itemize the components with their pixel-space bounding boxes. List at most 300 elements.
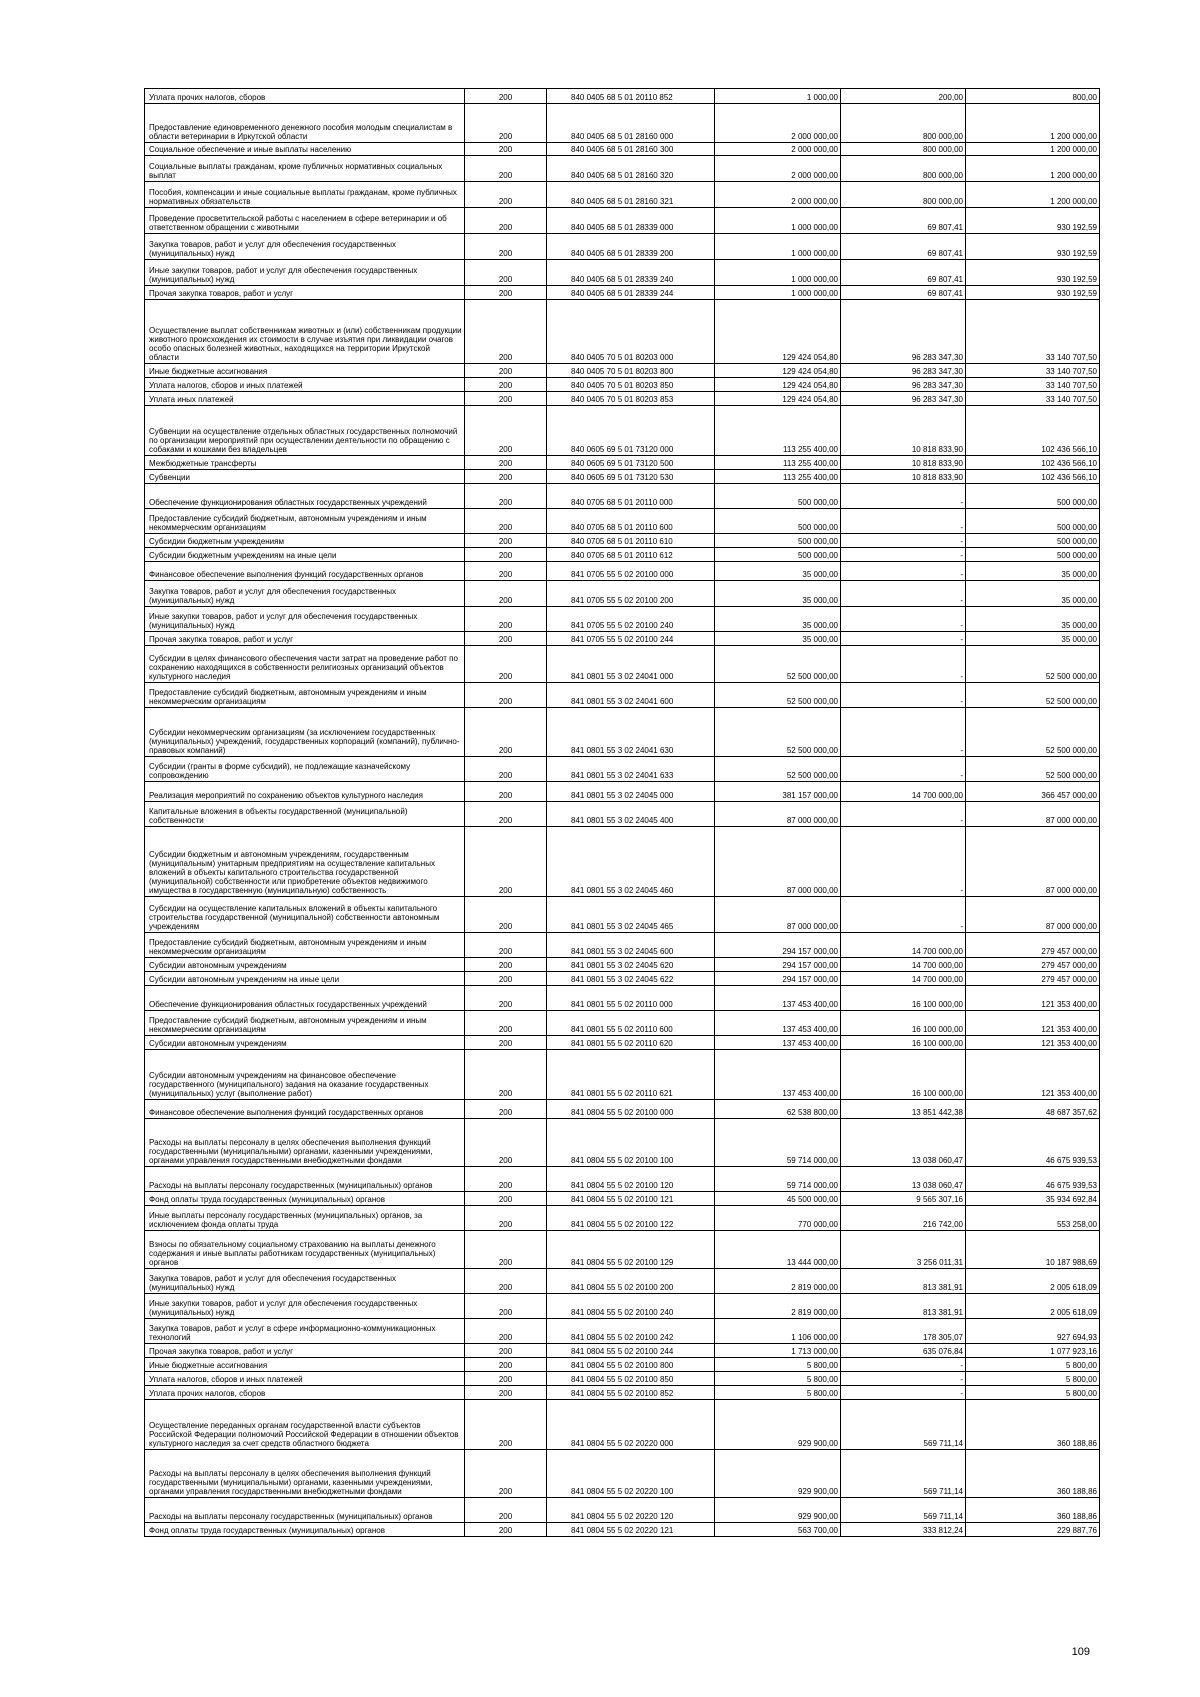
row-budget-classification-code: 841 0801 55 3 02 24045 460 <box>547 827 715 897</box>
row-budget-classification-code: 841 0705 55 5 02 20100 000 <box>547 562 715 581</box>
row-budget-classification-code: 841 0804 55 5 02 20100 800 <box>547 1358 715 1372</box>
table-row <box>145 1319 1100 1344</box>
row-line-code: 200 <box>465 1119 547 1167</box>
row-executed-amount: 333 812,24 <box>841 1523 966 1537</box>
row-budget-classification-code: 841 0801 55 5 02 20110 000 <box>547 986 715 1011</box>
row-line-code: 200 <box>465 1036 547 1050</box>
row-budget-classification-code: 841 0804 55 5 02 20100 000 <box>547 1100 715 1119</box>
row-approved-amount: 59 714 000,00 <box>715 1119 841 1167</box>
row-executed-amount: 800 000,00 <box>841 156 966 182</box>
row-approved-amount: 500 000,00 <box>715 484 841 509</box>
row-executed-amount: 14 700 000,00 <box>841 933 966 958</box>
row-approved-amount: 35 000,00 <box>715 607 841 632</box>
row-line-code: 200 <box>465 1269 547 1294</box>
row-unexecuted-amount: 35 000,00 <box>966 607 1100 632</box>
row-unexecuted-amount: 35 000,00 <box>966 562 1100 581</box>
row-unexecuted-amount: 52 500 000,00 <box>966 646 1100 683</box>
row-executed-amount: 569 711,14 <box>841 1400 966 1450</box>
table-row <box>145 933 1100 958</box>
table-row <box>145 234 1100 260</box>
row-executed-amount: - <box>841 607 966 632</box>
row-unexecuted-amount: 121 353 400,00 <box>966 1050 1100 1100</box>
row-budget-classification-code: 840 0405 68 5 01 20110 852 <box>547 89 715 104</box>
row-approved-amount: 137 453 400,00 <box>715 1050 841 1100</box>
table-row <box>145 534 1100 548</box>
row-executed-amount: 69 807,41 <box>841 234 966 260</box>
row-budget-classification-code: 841 0801 55 3 02 24045 000 <box>547 782 715 802</box>
row-unexecuted-amount: 121 353 400,00 <box>966 1011 1100 1036</box>
row-unexecuted-amount: 1 077 923,16 <box>966 1344 1100 1358</box>
row-approved-amount: 129 424 054,80 <box>715 392 841 406</box>
row-line-code: 200 <box>465 182 547 208</box>
table-row <box>145 562 1100 581</box>
row-executed-amount: 569 711,14 <box>841 1498 966 1523</box>
row-unexecuted-amount: 33 140 707,50 <box>966 300 1100 364</box>
row-line-code: 200 <box>465 143 547 156</box>
row-approved-amount: 2 000 000,00 <box>715 182 841 208</box>
row-approved-amount: 770 000,00 <box>715 1206 841 1231</box>
row-name: Обеспечение функционирования областных государственных учреждений <box>145 484 465 509</box>
row-approved-amount: 500 000,00 <box>715 534 841 548</box>
row-line-code: 200 <box>465 156 547 182</box>
row-name: Субсидии некоммерческим организациям (за исключением государственных (муниципальных) учреждений, государственных корпораций (компаний), публично-правовых компаний) <box>145 708 465 757</box>
row-line-code: 200 <box>465 1319 547 1344</box>
row-line-code: 200 <box>465 509 547 534</box>
row-name: Уплата прочих налогов, сборов <box>145 89 465 104</box>
row-budget-classification-code: 841 0801 55 5 02 20110 600 <box>547 1011 715 1036</box>
table-row <box>145 1206 1100 1231</box>
row-approved-amount: 381 157 000,00 <box>715 782 841 802</box>
table-row <box>145 1498 1100 1523</box>
row-approved-amount: 2 000 000,00 <box>715 143 841 156</box>
table-row <box>145 1372 1100 1386</box>
row-budget-classification-code: 841 0804 55 5 02 20100 240 <box>547 1294 715 1319</box>
row-executed-amount: - <box>841 1372 966 1386</box>
row-budget-classification-code: 840 0405 68 5 01 28160 000 <box>547 104 715 143</box>
row-executed-amount: 178 305,07 <box>841 1319 966 1344</box>
row-executed-amount: 13 851 442,38 <box>841 1100 966 1119</box>
row-name: Иные закупки товаров, работ и услуг для обеспечения государственных (муниципальных) нужд <box>145 1294 465 1319</box>
row-line-code: 200 <box>465 548 547 562</box>
table-row <box>145 104 1100 143</box>
row-unexecuted-amount: 121 353 400,00 <box>966 1036 1100 1050</box>
row-unexecuted-amount: 930 192,59 <box>966 234 1100 260</box>
row-approved-amount: 113 255 400,00 <box>715 406 841 456</box>
row-executed-amount: 14 700 000,00 <box>841 958 966 972</box>
row-budget-classification-code: 840 0405 68 5 01 28160 300 <box>547 143 715 156</box>
budget-execution-table <box>144 88 1100 1537</box>
row-approved-amount: 52 500 000,00 <box>715 757 841 782</box>
table-row <box>145 802 1100 827</box>
row-budget-classification-code: 841 0705 55 5 02 20100 200 <box>547 581 715 607</box>
row-executed-amount: - <box>841 562 966 581</box>
row-approved-amount: 52 500 000,00 <box>715 683 841 708</box>
row-approved-amount: 500 000,00 <box>715 548 841 562</box>
row-unexecuted-amount: 366 457 000,00 <box>966 782 1100 802</box>
row-approved-amount: 1 000 000,00 <box>715 234 841 260</box>
table-row <box>145 1269 1100 1294</box>
row-executed-amount: - <box>841 534 966 548</box>
table-row <box>145 757 1100 782</box>
row-unexecuted-amount: 500 000,00 <box>966 534 1100 548</box>
table-row <box>145 89 1100 104</box>
row-unexecuted-amount: 52 500 000,00 <box>966 708 1100 757</box>
row-line-code: 200 <box>465 827 547 897</box>
row-line-code: 200 <box>465 1100 547 1119</box>
row-budget-classification-code: 840 0405 68 5 01 28160 321 <box>547 182 715 208</box>
row-name: Предоставление субсидий бюджетным, автономным учреждениям и иным некоммерческим организациям <box>145 509 465 534</box>
table-row <box>145 1119 1100 1167</box>
row-line-code: 200 <box>465 286 547 300</box>
row-budget-classification-code: 841 0804 55 5 02 20100 242 <box>547 1319 715 1344</box>
row-budget-classification-code: 841 0804 55 5 02 20100 121 <box>547 1192 715 1206</box>
table-row <box>145 1450 1100 1498</box>
row-executed-amount: 9 565 307,16 <box>841 1192 966 1206</box>
row-executed-amount: - <box>841 897 966 933</box>
row-name: Закупка товаров, работ и услуг для обеспечения государственных (муниципальных) нужд <box>145 1269 465 1294</box>
row-unexecuted-amount: 102 436 566,10 <box>966 470 1100 484</box>
row-line-code: 200 <box>465 364 547 378</box>
row-executed-amount: 13 038 060,47 <box>841 1167 966 1192</box>
row-unexecuted-amount: 1 200 000,00 <box>966 156 1100 182</box>
row-name: Закупка товаров, работ и услуг для обеспечения государственных (муниципальных) нужд <box>145 581 465 607</box>
row-executed-amount: 16 100 000,00 <box>841 1050 966 1100</box>
row-line-code: 200 <box>465 406 547 456</box>
row-executed-amount: 16 100 000,00 <box>841 1036 966 1050</box>
row-approved-amount: 62 538 800,00 <box>715 1100 841 1119</box>
row-unexecuted-amount: 2 005 618,09 <box>966 1294 1100 1319</box>
row-unexecuted-amount: 48 687 357,62 <box>966 1100 1100 1119</box>
row-budget-classification-code: 841 0804 55 5 02 20220 120 <box>547 1498 715 1523</box>
row-unexecuted-amount: 930 192,59 <box>966 286 1100 300</box>
row-unexecuted-amount: 35 000,00 <box>966 632 1100 646</box>
row-unexecuted-amount: 930 192,59 <box>966 208 1100 234</box>
row-approved-amount: 5 800,00 <box>715 1372 841 1386</box>
row-approved-amount: 35 000,00 <box>715 562 841 581</box>
row-budget-classification-code: 841 0705 55 5 02 20100 244 <box>547 632 715 646</box>
row-budget-classification-code: 841 0801 55 5 02 20110 620 <box>547 1036 715 1050</box>
row-unexecuted-amount: 800,00 <box>966 89 1100 104</box>
row-approved-amount: 1 000 000,00 <box>715 286 841 300</box>
row-executed-amount: - <box>841 646 966 683</box>
row-unexecuted-amount: 52 500 000,00 <box>966 683 1100 708</box>
table-row <box>145 406 1100 456</box>
row-approved-amount: 35 000,00 <box>715 632 841 646</box>
row-budget-classification-code: 841 0804 55 5 02 20100 200 <box>547 1269 715 1294</box>
row-line-code: 200 <box>465 972 547 986</box>
row-line-code: 200 <box>465 1372 547 1386</box>
row-executed-amount: - <box>841 708 966 757</box>
row-unexecuted-amount: 46 675 939,53 <box>966 1119 1100 1167</box>
row-executed-amount: 200,00 <box>841 89 966 104</box>
row-budget-classification-code: 841 0804 55 5 02 20100 120 <box>547 1167 715 1192</box>
row-unexecuted-amount: 279 457 000,00 <box>966 958 1100 972</box>
row-name: Прочая закупка товаров, работ и услуг <box>145 632 465 646</box>
row-executed-amount: - <box>841 1386 966 1400</box>
row-executed-amount: 813 381,91 <box>841 1294 966 1319</box>
row-budget-classification-code: 841 0801 55 3 02 24045 622 <box>547 972 715 986</box>
row-name: Прочая закупка товаров, работ и услуг <box>145 1344 465 1358</box>
row-name: Расходы на выплаты персоналу в целях обеспечения выполнения функций государственными (муниципальными) органами, казенными учреждениями, органами управления государственными внебюджетными фондами <box>145 1450 465 1498</box>
row-executed-amount: - <box>841 802 966 827</box>
row-name: Иные выплаты персоналу государственных (муниципальных) органов, за исключением фонда оплаты труда <box>145 1206 465 1231</box>
row-name: Иные закупки товаров, работ и услуг для обеспечения государственных (муниципальных) нужд <box>145 260 465 286</box>
row-approved-amount: 929 900,00 <box>715 1450 841 1498</box>
row-approved-amount: 2 819 000,00 <box>715 1294 841 1319</box>
row-executed-amount: 69 807,41 <box>841 286 966 300</box>
table-row <box>145 1050 1100 1100</box>
row-name: Предоставление субсидий бюджетным, автономным учреждениям и иным некоммерческим организациям <box>145 1011 465 1036</box>
row-name: Субвенции на осуществление отдельных областных государственных полномочий по организации мероприятий при осуществлении деятельности по обращению с собаками и кошками без владельцев <box>145 406 465 456</box>
row-name: Финансовое обеспечение выполнения функций государственных органов <box>145 1100 465 1119</box>
row-executed-amount: - <box>841 509 966 534</box>
row-line-code: 200 <box>465 1050 547 1100</box>
row-executed-amount: 216 742,00 <box>841 1206 966 1231</box>
table-row <box>145 1386 1100 1400</box>
table-row <box>145 1192 1100 1206</box>
row-approved-amount: 2 000 000,00 <box>715 156 841 182</box>
row-unexecuted-amount: 35 000,00 <box>966 581 1100 607</box>
row-name: Субсидии автономным учреждениям <box>145 958 465 972</box>
row-executed-amount: 96 283 347,30 <box>841 392 966 406</box>
row-approved-amount: 87 000 000,00 <box>715 897 841 933</box>
row-executed-amount: 10 818 833,90 <box>841 470 966 484</box>
row-executed-amount: 14 700 000,00 <box>841 782 966 802</box>
row-unexecuted-amount: 10 187 988,69 <box>966 1231 1100 1269</box>
table-row <box>145 143 1100 156</box>
table-row <box>145 708 1100 757</box>
row-executed-amount: 13 038 060,47 <box>841 1119 966 1167</box>
row-unexecuted-amount: 102 436 566,10 <box>966 406 1100 456</box>
row-unexecuted-amount: 87 000 000,00 <box>966 827 1100 897</box>
table-row <box>145 392 1100 406</box>
row-unexecuted-amount: 1 200 000,00 <box>966 182 1100 208</box>
row-name: Предоставление субсидий бюджетным, автономным учреждениям и иным некоммерческим организациям <box>145 683 465 708</box>
row-line-code: 200 <box>465 234 547 260</box>
row-unexecuted-amount: 360 188,86 <box>966 1450 1100 1498</box>
row-budget-classification-code: 840 0405 68 5 01 28339 200 <box>547 234 715 260</box>
row-budget-classification-code: 841 0801 55 3 02 24041 630 <box>547 708 715 757</box>
table-row <box>145 378 1100 392</box>
row-line-code: 200 <box>465 104 547 143</box>
row-name: Капитальные вложения в объекты государственной (муниципальной) собственности <box>145 802 465 827</box>
table-row <box>145 182 1100 208</box>
row-name: Расходы на выплаты персоналу в целях обеспечения выполнения функций государственными (муниципальными) органами, казенными учреждениями, органами управления государственными внебюджетными фондами <box>145 1119 465 1167</box>
row-line-code: 200 <box>465 208 547 234</box>
row-unexecuted-amount: 360 188,86 <box>966 1498 1100 1523</box>
row-name: Субсидии в целях финансового обеспечения части затрат на проведение работ по сохранению находящихся в собственности религиозных организаций объектов культурного наследия <box>145 646 465 683</box>
row-budget-classification-code: 840 0705 68 5 01 20110 610 <box>547 534 715 548</box>
table-row <box>145 646 1100 683</box>
table-row <box>145 470 1100 484</box>
row-line-code: 200 <box>465 484 547 509</box>
row-executed-amount: 10 818 833,90 <box>841 406 966 456</box>
row-line-code: 200 <box>465 986 547 1011</box>
row-name: Пособия, компенсации и иные социальные выплаты гражданам, кроме публичных нормативных обязательств <box>145 182 465 208</box>
row-unexecuted-amount: 87 000 000,00 <box>966 802 1100 827</box>
row-line-code: 200 <box>465 89 547 104</box>
row-unexecuted-amount: 35 934 692,84 <box>966 1192 1100 1206</box>
row-budget-classification-code: 841 0804 55 5 02 20100 129 <box>547 1231 715 1269</box>
row-unexecuted-amount: 52 500 000,00 <box>966 757 1100 782</box>
row-unexecuted-amount: 33 140 707,50 <box>966 378 1100 392</box>
table-row <box>145 607 1100 632</box>
row-approved-amount: 87 000 000,00 <box>715 827 841 897</box>
row-budget-classification-code: 841 0705 55 5 02 20100 240 <box>547 607 715 632</box>
row-executed-amount: - <box>841 484 966 509</box>
row-executed-amount: 800 000,00 <box>841 104 966 143</box>
row-approved-amount: 294 157 000,00 <box>715 972 841 986</box>
table-row <box>145 156 1100 182</box>
row-line-code: 200 <box>465 1450 547 1498</box>
row-line-code: 200 <box>465 562 547 581</box>
row-line-code: 200 <box>465 378 547 392</box>
row-name: Финансовое обеспечение выполнения функций государственных органов <box>145 562 465 581</box>
row-name: Уплата иных платежей <box>145 392 465 406</box>
row-executed-amount: 96 283 347,30 <box>841 364 966 378</box>
row-name: Субвенции <box>145 470 465 484</box>
row-line-code: 200 <box>465 1167 547 1192</box>
row-line-code: 200 <box>465 607 547 632</box>
row-name: Расходы на выплаты персоналу государственных (муниципальных) органов <box>145 1498 465 1523</box>
row-approved-amount: 137 453 400,00 <box>715 986 841 1011</box>
table-row <box>145 1523 1100 1537</box>
row-approved-amount: 1 000 000,00 <box>715 260 841 286</box>
row-budget-classification-code: 841 0804 55 5 02 20220 000 <box>547 1400 715 1450</box>
row-name: Иные бюджетные ассигнования <box>145 1358 465 1372</box>
row-executed-amount: - <box>841 581 966 607</box>
row-line-code: 200 <box>465 1400 547 1450</box>
row-approved-amount: 1 713 000,00 <box>715 1344 841 1358</box>
row-line-code: 200 <box>465 1386 547 1400</box>
row-line-code: 200 <box>465 1358 547 1372</box>
row-name: Социальное обеспечение и иные выплаты населению <box>145 143 465 156</box>
row-approved-amount: 45 500 000,00 <box>715 1192 841 1206</box>
row-name: Субсидии бюджетным и автономным учреждениям, государственным (муниципальным) унитарным предприятиям на осуществление капитальных вложений в объекты капитального строительства государственной (муниципальной) собственности или приобретение объектов недвижимого имущества в государственную (муниципальную) собственность <box>145 827 465 897</box>
row-name: Обеспечение функционирования областных государственных учреждений <box>145 986 465 1011</box>
row-approved-amount: 87 000 000,00 <box>715 802 841 827</box>
row-line-code: 200 <box>465 581 547 607</box>
row-approved-amount: 113 255 400,00 <box>715 470 841 484</box>
row-approved-amount: 1 106 000,00 <box>715 1319 841 1344</box>
table-row <box>145 300 1100 364</box>
row-unexecuted-amount: 5 800,00 <box>966 1372 1100 1386</box>
row-executed-amount: - <box>841 827 966 897</box>
row-unexecuted-amount: 2 005 618,09 <box>966 1269 1100 1294</box>
row-unexecuted-amount: 33 140 707,50 <box>966 392 1100 406</box>
row-line-code: 200 <box>465 260 547 286</box>
table-row <box>145 1231 1100 1269</box>
row-executed-amount: 96 283 347,30 <box>841 300 966 364</box>
row-line-code: 200 <box>465 1206 547 1231</box>
row-name: Расходы на выплаты персоналу государственных (муниципальных) органов <box>145 1167 465 1192</box>
row-line-code: 200 <box>465 708 547 757</box>
row-approved-amount: 59 714 000,00 <box>715 1167 841 1192</box>
row-approved-amount: 294 157 000,00 <box>715 958 841 972</box>
row-line-code: 200 <box>465 1231 547 1269</box>
row-budget-classification-code: 841 0801 55 3 02 24045 465 <box>547 897 715 933</box>
row-budget-classification-code: 841 0804 55 5 02 20100 100 <box>547 1119 715 1167</box>
row-approved-amount: 294 157 000,00 <box>715 933 841 958</box>
row-approved-amount: 500 000,00 <box>715 509 841 534</box>
table-row <box>145 986 1100 1011</box>
table-row <box>145 1167 1100 1192</box>
row-budget-classification-code: 841 0801 55 3 02 24045 600 <box>547 933 715 958</box>
row-approved-amount: 137 453 400,00 <box>715 1036 841 1050</box>
row-budget-classification-code: 841 0801 55 5 02 20110 621 <box>547 1050 715 1100</box>
row-line-code: 200 <box>465 646 547 683</box>
row-name: Уплата налогов, сборов и иных платежей <box>145 378 465 392</box>
row-line-code: 200 <box>465 1523 547 1537</box>
row-name: Предоставление субсидий бюджетным, автономным учреждениям и иным некоммерческим организациям <box>145 933 465 958</box>
row-unexecuted-amount: 553 258,00 <box>966 1206 1100 1231</box>
row-name: Межбюджетные трансферты <box>145 456 465 470</box>
row-name: Иные закупки товаров, работ и услуг для обеспечения государственных (муниципальных) нужд <box>145 607 465 632</box>
row-budget-classification-code: 840 0405 70 5 01 80203 850 <box>547 378 715 392</box>
row-unexecuted-amount: 500 000,00 <box>966 548 1100 562</box>
row-line-code: 200 <box>465 958 547 972</box>
row-executed-amount: 635 076,84 <box>841 1344 966 1358</box>
table-row <box>145 509 1100 534</box>
row-name: Субсидии бюджетным учреждениям <box>145 534 465 548</box>
row-budget-classification-code: 841 0801 55 3 02 24045 620 <box>547 958 715 972</box>
table-row <box>145 456 1100 470</box>
table-row <box>145 1358 1100 1372</box>
row-line-code: 200 <box>465 470 547 484</box>
table-row <box>145 782 1100 802</box>
row-executed-amount: 10 818 833,90 <box>841 456 966 470</box>
row-line-code: 200 <box>465 300 547 364</box>
row-name: Осуществление переданных органам государственной власти субъектов Российской Федерации полномочий Российской Федерации в отношении объектов культурного наследия за счет средств областного бюджета <box>145 1400 465 1450</box>
row-executed-amount: - <box>841 1358 966 1372</box>
table-row <box>145 1011 1100 1036</box>
row-budget-classification-code: 840 0705 68 5 01 20110 600 <box>547 509 715 534</box>
row-approved-amount: 52 500 000,00 <box>715 708 841 757</box>
row-approved-amount: 5 800,00 <box>715 1358 841 1372</box>
row-approved-amount: 2 819 000,00 <box>715 1269 841 1294</box>
row-executed-amount: 3 256 011,31 <box>841 1231 966 1269</box>
row-budget-classification-code: 840 0405 68 5 01 28339 000 <box>547 208 715 234</box>
row-approved-amount: 5 800,00 <box>715 1386 841 1400</box>
row-line-code: 200 <box>465 534 547 548</box>
row-name: Взносы по обязательному социальному страхованию на выплаты денежного содержания и иные выплаты работникам государственных (муниципальных) органов <box>145 1231 465 1269</box>
table-row <box>145 1036 1100 1050</box>
row-budget-classification-code: 841 0804 55 5 02 20100 122 <box>547 1206 715 1231</box>
row-unexecuted-amount: 500 000,00 <box>966 484 1100 509</box>
row-name: Уплата налогов, сборов и иных платежей <box>145 1372 465 1386</box>
row-unexecuted-amount: 500 000,00 <box>966 509 1100 534</box>
row-line-code: 200 <box>465 1294 547 1319</box>
row-budget-classification-code: 840 0405 70 5 01 80203 800 <box>547 364 715 378</box>
row-name: Субсидии автономным учреждениям на финансовое обеспечение государственного (муниципального) задания на оказание государственных (муниципальных) услуг (выполнение работ) <box>145 1050 465 1100</box>
row-name: Осуществление выплат собственникам животных и (или) собственникам продукции животного происхождения их стоимости в случае изъятия при ликвидации очагов особо опасных болезней животных, находящихся на территории Иркутской области <box>145 300 465 364</box>
row-unexecuted-amount: 360 188,86 <box>966 1400 1100 1450</box>
row-line-code: 200 <box>465 1344 547 1358</box>
row-executed-amount: 69 807,41 <box>841 208 966 234</box>
table-row <box>145 683 1100 708</box>
row-unexecuted-amount: 121 353 400,00 <box>966 986 1100 1011</box>
row-unexecuted-amount: 102 436 566,10 <box>966 456 1100 470</box>
row-executed-amount: - <box>841 757 966 782</box>
row-budget-classification-code: 841 0801 55 3 02 24041 000 <box>547 646 715 683</box>
row-approved-amount: 52 500 000,00 <box>715 646 841 683</box>
table-row <box>145 632 1100 646</box>
row-name: Прочая закупка товаров, работ и услуг <box>145 286 465 300</box>
row-executed-amount: 96 283 347,30 <box>841 378 966 392</box>
row-line-code: 200 <box>465 1011 547 1036</box>
row-name: Проведение просветительской работы с населением в сфере ветеринарии и об ответственном обращении с животными <box>145 208 465 234</box>
row-approved-amount: 129 424 054,80 <box>715 378 841 392</box>
